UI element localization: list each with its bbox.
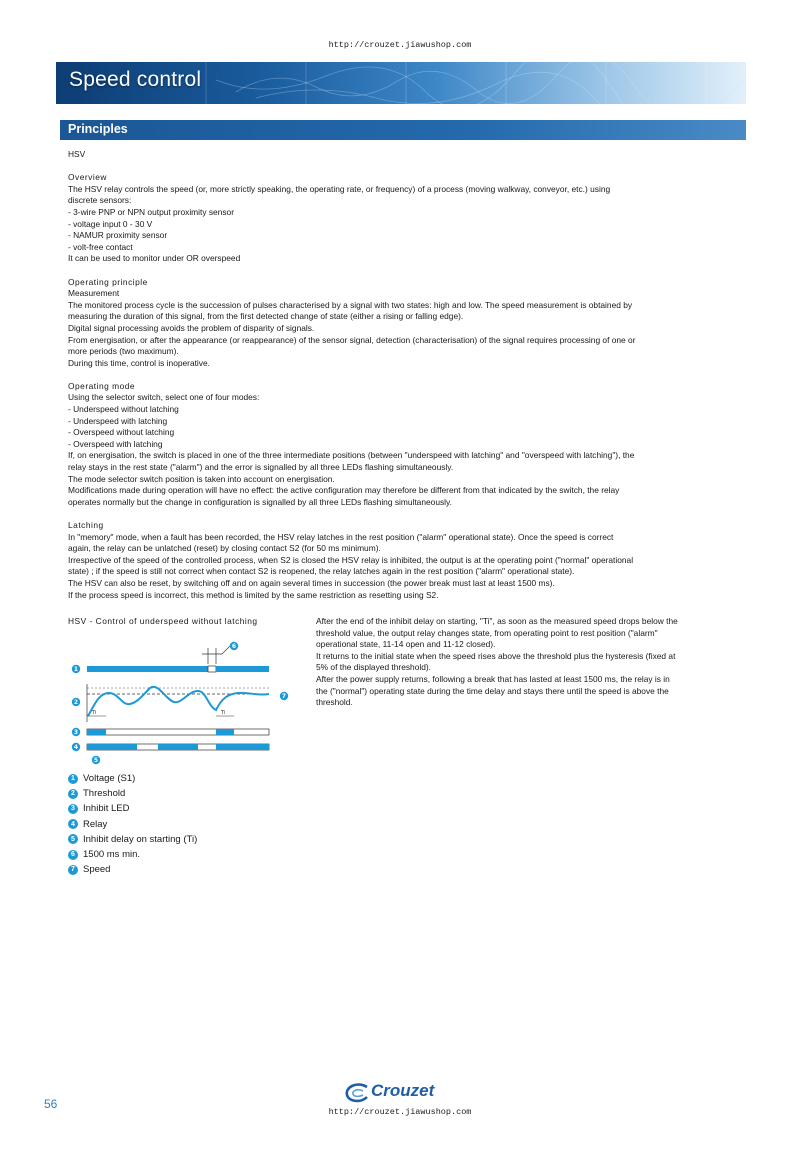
text-line: After the power supply returns, following a break that has lasted at least 1500 ms, the relay is in [316, 673, 670, 684]
text-line: - Underspeed without latching [68, 404, 179, 415]
text-line: If, on energisation, the switch is placed in one of the three intermediate positions (between "underspeed with latching" and "overspeed with latching"), the [68, 450, 635, 461]
voltage-on-segment [216, 666, 269, 672]
product-name: HSV [68, 149, 86, 159]
latching-heading: Latching [68, 520, 104, 530]
marker-3-label: 3 [73, 729, 79, 737]
legend-item [68, 786, 197, 801]
text-line: Irrespective of the speed of the controlled process, when S2 is closed the HSV relay is inhibited, the output is at the operating point ("normal" operational [68, 554, 634, 565]
ti-label: Ti [221, 710, 226, 716]
text-line: It returns to the initial state when the speed rises above the threshold plus the hysteresis (fixed at [316, 650, 676, 661]
marker-1-label: 1 [73, 666, 79, 674]
text-line: The mode selector switch position is taken into account on energisation. [68, 473, 335, 484]
text-line: relay stays in the rest state ("alarm") and the error is signalled by all three LEDs flashing simultaneously. [68, 462, 454, 473]
legend-item [68, 862, 197, 877]
title-banner [56, 62, 746, 104]
text-line: - Underspeed with latching [68, 415, 168, 426]
page-number: 56 [44, 1097, 58, 1111]
footer-url[interactable]: http://crouzet.jiawushop.com [328, 1107, 472, 1117]
logo-swirl-icon [343, 1081, 373, 1105]
legend-label: Speed [83, 864, 111, 876]
legend-label: Inhibit LED [83, 803, 130, 815]
text-line: - Overspeed with latching [68, 438, 163, 449]
operating-principle-heading: Operating principle [68, 276, 148, 287]
leader-line [222, 646, 230, 654]
text-line: operates normally but the change in configuration is signalled by all three LEDs flashing simultaneously. [68, 496, 452, 507]
marker-6-label: 6 [231, 643, 237, 651]
page-title: Speed control [69, 68, 202, 91]
text-line: From energisation, or after the appearance (or reappearance) of the sensor signal, detection (characterisation) of the signal requires processing of one or [68, 334, 636, 345]
legend-item [68, 847, 197, 862]
legend-number: 6 [68, 850, 78, 860]
text-line: If the process speed is incorrect, this method is limited by the same restriction as resetting using S2. [68, 589, 439, 600]
crouzet-logo [343, 1081, 445, 1105]
relay-on [216, 744, 269, 750]
text-line: - Overspeed without latching [68, 427, 175, 438]
legend-item [68, 771, 197, 786]
text-line: the ("normal") operating state during the time delay and stays there until the speed is above the [316, 685, 669, 696]
text-line: more periods (two maximum). [68, 346, 179, 357]
text-line: The monitored process cycle is the succession of pulses characterised by a signal with two states: high and low. The speed measurement is obtained by [68, 299, 633, 310]
diagram-title: HSV - Control of underspeed without latching [68, 616, 258, 626]
legend-item [68, 817, 197, 832]
text-line: 5% of the displayed threshold). [316, 662, 431, 673]
body-text [68, 149, 748, 601]
overview-heading: Overview [68, 172, 107, 183]
legend-label: Threshold [83, 788, 126, 800]
text-line: state) ; if the speed is still not correct when contact S2 is reopened, the relay latches again in the rest position ("alarm" operational state). [68, 566, 575, 577]
timing-diagram [66, 636, 296, 768]
section-title: Principles [68, 122, 128, 136]
text-line: - 3-wire PNP or NPN output proximity sensor [68, 206, 235, 217]
header-url[interactable]: http://crouzet.jiawushop.com [328, 40, 472, 50]
measurement-subheading: Measurement [68, 288, 120, 299]
voltage-off-segment [208, 666, 216, 672]
legend-label: 1500 ms min. [83, 849, 141, 861]
section-header [60, 120, 746, 140]
marker-4-label: 4 [73, 744, 79, 752]
relay-on [87, 744, 137, 750]
text-line: threshold value, the output relay changes state, from operating point to rest position ("alarm" [316, 627, 658, 638]
inhibit-led-on [216, 729, 234, 735]
text-line: - NAMUR proximity sensor [68, 230, 168, 241]
legend-label: Inhibit delay on starting (Ti) [83, 833, 198, 845]
logo-text: Crouzet [371, 1081, 435, 1100]
voltage-on-segment [87, 666, 208, 672]
text-line: Modifications made during operation will have no effect: the active configuration may therefore be different from that indicated by the switch, the relay [68, 485, 620, 496]
legend-number: 1 [68, 774, 78, 784]
marker-5-label: 5 [93, 757, 99, 765]
text-line: After the end of the inhibit delay on starting, "Ti", as soon as the measured speed drops below the [316, 616, 678, 626]
legend-label: Relay [83, 818, 108, 830]
legend-number: 3 [68, 804, 78, 814]
text-line: During this time, control is inoperative. [68, 357, 210, 368]
operating-mode-heading: Operating mode [68, 380, 136, 391]
legend-number: 5 [68, 834, 78, 844]
speed-curve [88, 687, 269, 716]
legend-item [68, 801, 197, 816]
text-line: - voltage input 0 - 30 V [68, 218, 153, 229]
text-line: threshold. [316, 697, 353, 708]
text-line: Digital signal processing avoids the problem of disparity of signals. [68, 322, 315, 333]
marker-7-label: 7 [281, 693, 287, 701]
text-line: measuring the duration of this signal, from the first detected change of state (either a rising or falling edge). [68, 311, 464, 322]
legend-number: 2 [68, 789, 78, 799]
text-line: - volt-free contact [68, 241, 133, 252]
inhibit-led-on [87, 729, 106, 735]
diagram-legend [68, 771, 197, 877]
text-line: again, the relay can be unlatched (reset) by closing contact S2 (for 50 ms minimum). [68, 543, 381, 554]
ti-label: Ti [92, 710, 97, 716]
inhibit-led-track [87, 729, 269, 735]
text-line: It can be used to monitor under OR overspeed [68, 253, 241, 264]
relay-on [158, 744, 198, 750]
legend-number: 4 [68, 819, 78, 829]
text-line: discrete sensors: [68, 195, 132, 206]
text-line: Using the selector switch, select one of four modes: [68, 392, 260, 403]
text-line: The HSV can also be reset, by switching off and on again several times in succession (the power break must last at least 1500 ms). [68, 577, 555, 588]
diagram-description [316, 616, 746, 709]
marker-2-label: 2 [73, 699, 79, 707]
text-line: operational state, 11-14 open and 11-12 closed). [316, 639, 496, 650]
legend-item [68, 832, 197, 847]
legend-label: Voltage (S1) [83, 773, 136, 785]
text-line: In "memory" mode, when a fault has been recorded, the HSV relay latches in the rest position ("alarm" operational state). Once the speed is correct [68, 531, 614, 542]
text-line: The HSV relay controls the speed (or, more strictly speaking, the operating rate, or frequency) of a process (moving walkway, conveyor, etc.) using [68, 183, 611, 194]
legend-number: 7 [68, 865, 78, 875]
